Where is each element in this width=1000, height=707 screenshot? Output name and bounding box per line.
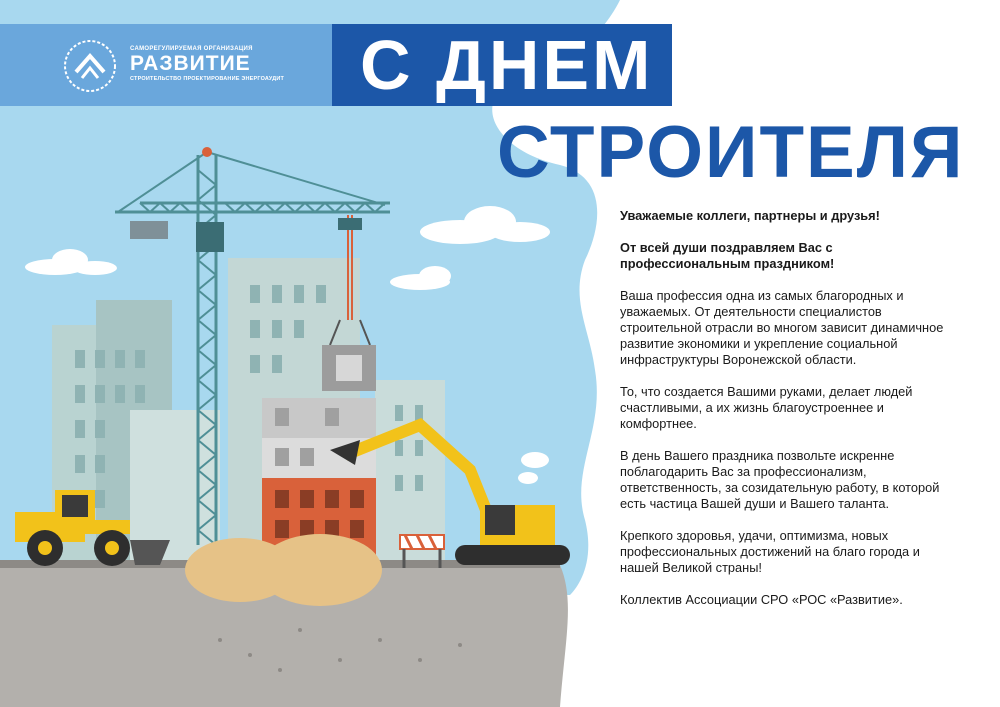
letter-greeting: Уважаемые коллеги, партнеры и друзья! bbox=[620, 208, 880, 223]
letter-signature: Коллектив Ассоциации СРО «РОС «Развитие». bbox=[620, 592, 903, 607]
letter-paragraph-2: То, что создается Вашими руками, делает людей счастливыми, а их жизнь благоустроеннее и комфортнее. bbox=[620, 384, 913, 431]
greeting-letter bbox=[620, 208, 960, 624]
logo-text bbox=[130, 46, 284, 82]
letter-paragraph-1: Ваша профессия одна из самых благородных и уважаемых. От деятельности специалистов строительной отрасли во многом зависит динамичное развитие экономики и укрепление социальной инфраструктуры Воронежской области. bbox=[620, 288, 944, 367]
logo-name: РАЗВИТИЕ bbox=[130, 52, 251, 75]
logo-top-line: САМОРЕГУЛИРУЕМАЯ ОРГАНИЗАЦИЯ bbox=[130, 46, 253, 52]
letter-paragraph-4: Крепкого здоровья, удачи, оптимизма, новых профессиональных достижений на благо города и нашей Великой страны! bbox=[620, 528, 920, 575]
letter-congrats: От всей души поздравляем Вас с профессиональным праздником! bbox=[620, 240, 835, 271]
trolley bbox=[338, 218, 362, 230]
title-line-2: СТРОИТЕЛЯ bbox=[497, 112, 965, 193]
title-line-1: С ДНЕМ bbox=[360, 26, 654, 104]
crane-cabin bbox=[196, 222, 224, 252]
letter-paragraph-3: В день Вашего праздника позвольте искренне поблагодарить Вас за профессионализм, ответственность, за созидательную работу, в которой есть частица Вашей души и Вашего таланта. bbox=[620, 448, 940, 511]
sand-pile bbox=[258, 534, 382, 606]
logo-subline: СТРОИТЕЛЬСТВО ПРОЕКТИРОВАНИЕ ЭНЕРГОАУДИТ bbox=[130, 76, 285, 82]
counterweight bbox=[130, 221, 168, 239]
logo-icon bbox=[62, 38, 118, 94]
